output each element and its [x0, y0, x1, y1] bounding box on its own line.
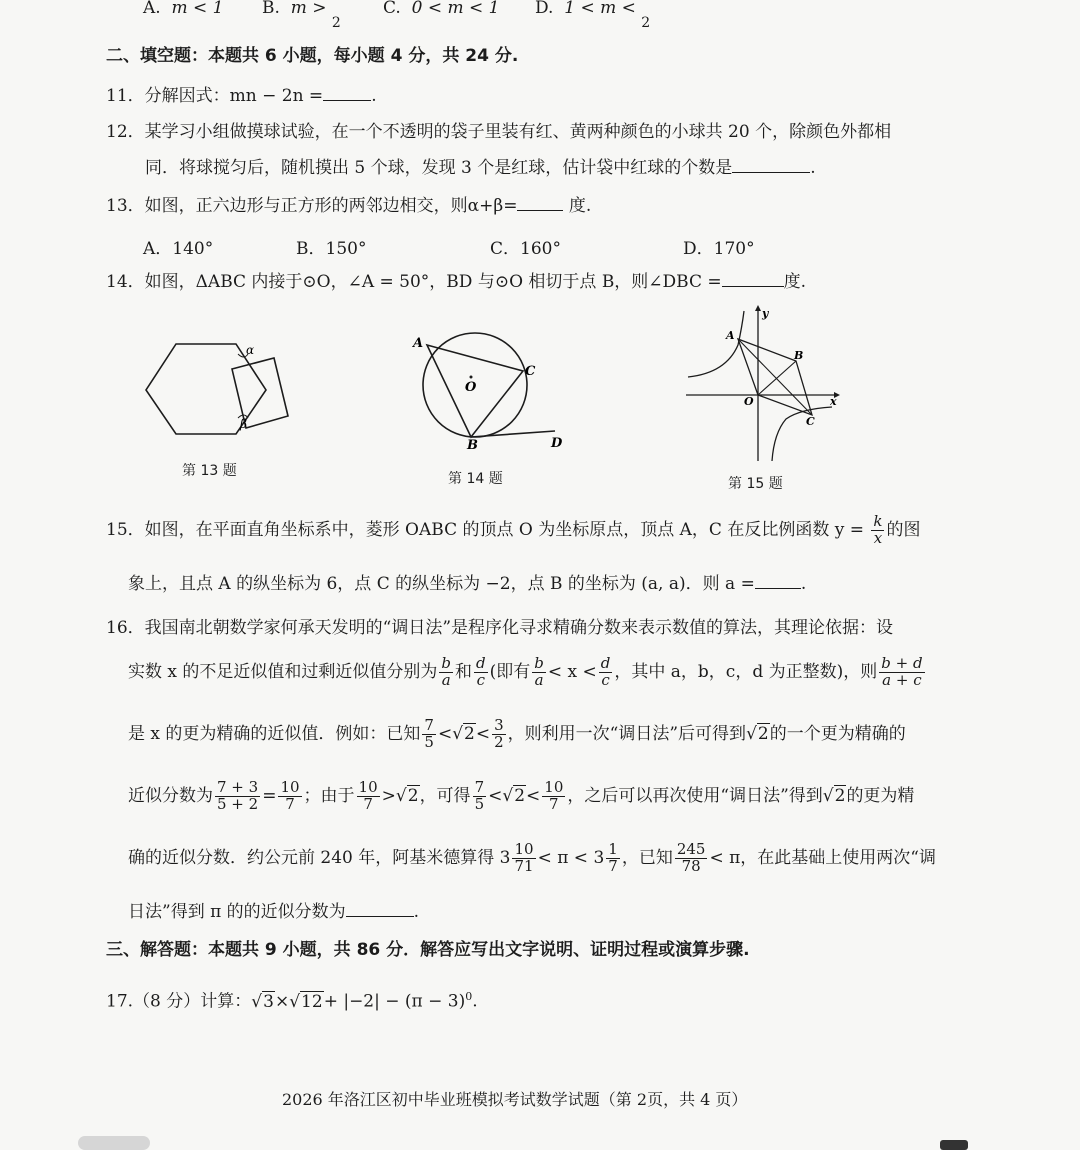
label-d: D	[551, 436, 563, 451]
page-footer: 2026 年洛江区初中毕业班模拟考试数学试题（第 2页，共 4 页）	[282, 1090, 748, 1109]
q10-option-a: A. m < 1	[143, 0, 224, 18]
figure-13	[140, 330, 300, 445]
label-x: x	[830, 395, 837, 408]
label-c: C	[806, 415, 815, 428]
label-c: C	[525, 364, 536, 379]
hexagon	[146, 344, 266, 434]
answer-blank-15	[755, 574, 801, 589]
label-beta: β	[240, 417, 247, 431]
tangent-bd	[471, 431, 555, 437]
fraction-k-over-x: $\frac{k}{x}$	[873, 512, 883, 547]
label-o: O	[465, 380, 477, 395]
question-16-line1: 16．我国南北朝数学家何承天发明的“调日法”是程序化寻求精确分数来表示数值的算法，其理论依据：设	[106, 618, 894, 638]
label-alpha: α	[246, 343, 255, 357]
center-dot	[470, 376, 473, 379]
question-14: 14．如图，ΔABC 内接于⊙O，∠A = 50°，BD 与⊙O 相切于点 B，则∠DBC = 度.	[106, 272, 807, 292]
hyperbola-right	[772, 407, 832, 461]
q13-option-b: B．150°	[296, 239, 367, 259]
q13-option-a: A．140°	[143, 239, 214, 259]
label-o: O	[744, 395, 754, 408]
q10-option-d: D. 1 < m < $_2$	[535, 0, 651, 31]
question-16-line5: 确的近似分数．约公元前 240 年，阿基米德算得 3 $\frac{10}{71}$ < π < 3 $\frac{1}{7}$ ，已知 $\frac{245}{78}$ < π，在此基础上使用两次“调	[128, 840, 936, 875]
question-13: 13．如图，正六边形与正方形的两邻边相交，则α+β= 度.	[106, 196, 592, 216]
scroll-handle-right[interactable]	[940, 1140, 968, 1150]
figure-14-caption: 第 14 题	[448, 471, 503, 487]
answer-blank-12	[732, 158, 810, 173]
question-16-line6: 日法”得到 π 的的近似分数为 .	[128, 902, 420, 922]
question-11: 11．分解因式：mn − 2n = .	[106, 86, 377, 106]
section2-heading: 二、填空题：本题共 6 小题，每小题 4 分，共 24 分.	[106, 46, 519, 66]
answer-blank-14	[722, 272, 784, 287]
scroll-handle-left[interactable]	[78, 1136, 150, 1150]
answer-blank-11	[323, 86, 371, 101]
label-b: B	[467, 438, 478, 453]
label-b: B	[794, 349, 804, 362]
figure-15	[682, 305, 842, 465]
question-15-line2: 象上，且点 A 的纵坐标为 6，点 C 的纵坐标为 −2，点 B 的坐标为 (a, a)．则 a = .	[128, 574, 807, 594]
section3-heading: 三、解答题：本题共 9 小题，共 86 分．解答应写出文字说明、证明过程或演算步骤.	[106, 940, 750, 960]
q10-option-b: B. m > $_2$	[262, 0, 341, 31]
question-17: 17.（8 分）计算：$√3\times√12+ |-2| - (\pi - 3)^0$.	[106, 990, 478, 1012]
y-axis-arrow	[755, 305, 761, 311]
question-15-line1: 15．如图，在平面直角坐标系中，菱形 OABC 的顶点 O 为坐标原点，顶点 A，C 在反比例函数 y = $\frac{k}{x}$ 的图	[106, 512, 921, 547]
question-12-line1: 12．某学习小组做摸球试验，在一个不透明的袋子里装有红、黄两种颜色的小球共 20 个，除颜色外都相	[106, 122, 892, 142]
question-16-line4: 近似分数为 $\frac{7 + 3}{5 + 2}$ = $\frac{10}{7}$ ；由于 $\frac{10}{7}$ >√2，可得 $\frac{7}{5}$ <√2< $\frac{10}{7}$ ，之后可以再次使用“调日法”得到√2的更为精	[128, 778, 915, 813]
question-12-line2: 同．将球搅匀后，随机摸出 5 个球，发现 3 个是红球，估计袋中红球的个数是 .	[145, 158, 816, 178]
answer-blank-13	[517, 196, 563, 211]
hyperbola-left	[688, 311, 744, 377]
q13-option-c: C．160°	[490, 239, 561, 259]
question-16-line3: 是 x 的更为精确的近似值．例如：已知 $\frac{7}{5}$ <√2< $\frac{3}{2}$ ，则利用一次“调日法”后可得到√2的一个更为精确的	[128, 716, 906, 751]
answer-blank-16	[346, 902, 414, 917]
figure-13-caption: 第 13 题	[182, 463, 237, 479]
label-a: A	[413, 336, 424, 351]
label-a: A	[726, 329, 735, 342]
question-16-line2: 实数 x 的不足近似值和过剩近似值分别为 $\frac{b}{a}$ 和 $\frac{d}{c}$ (即有 $\frac{b}{a}$ < x < $\frac{d}{c}$ ，其中 a，b，c，d 为正整数)，则 $\frac{b + d}{a + c}$	[128, 654, 923, 689]
q13-option-d: D．170°	[683, 239, 755, 259]
figure-15-caption: 第 15 题	[728, 476, 783, 492]
figure-14	[405, 315, 575, 455]
label-y: y	[762, 307, 769, 320]
q10-option-c: C. 0 < m < 1	[383, 0, 500, 18]
